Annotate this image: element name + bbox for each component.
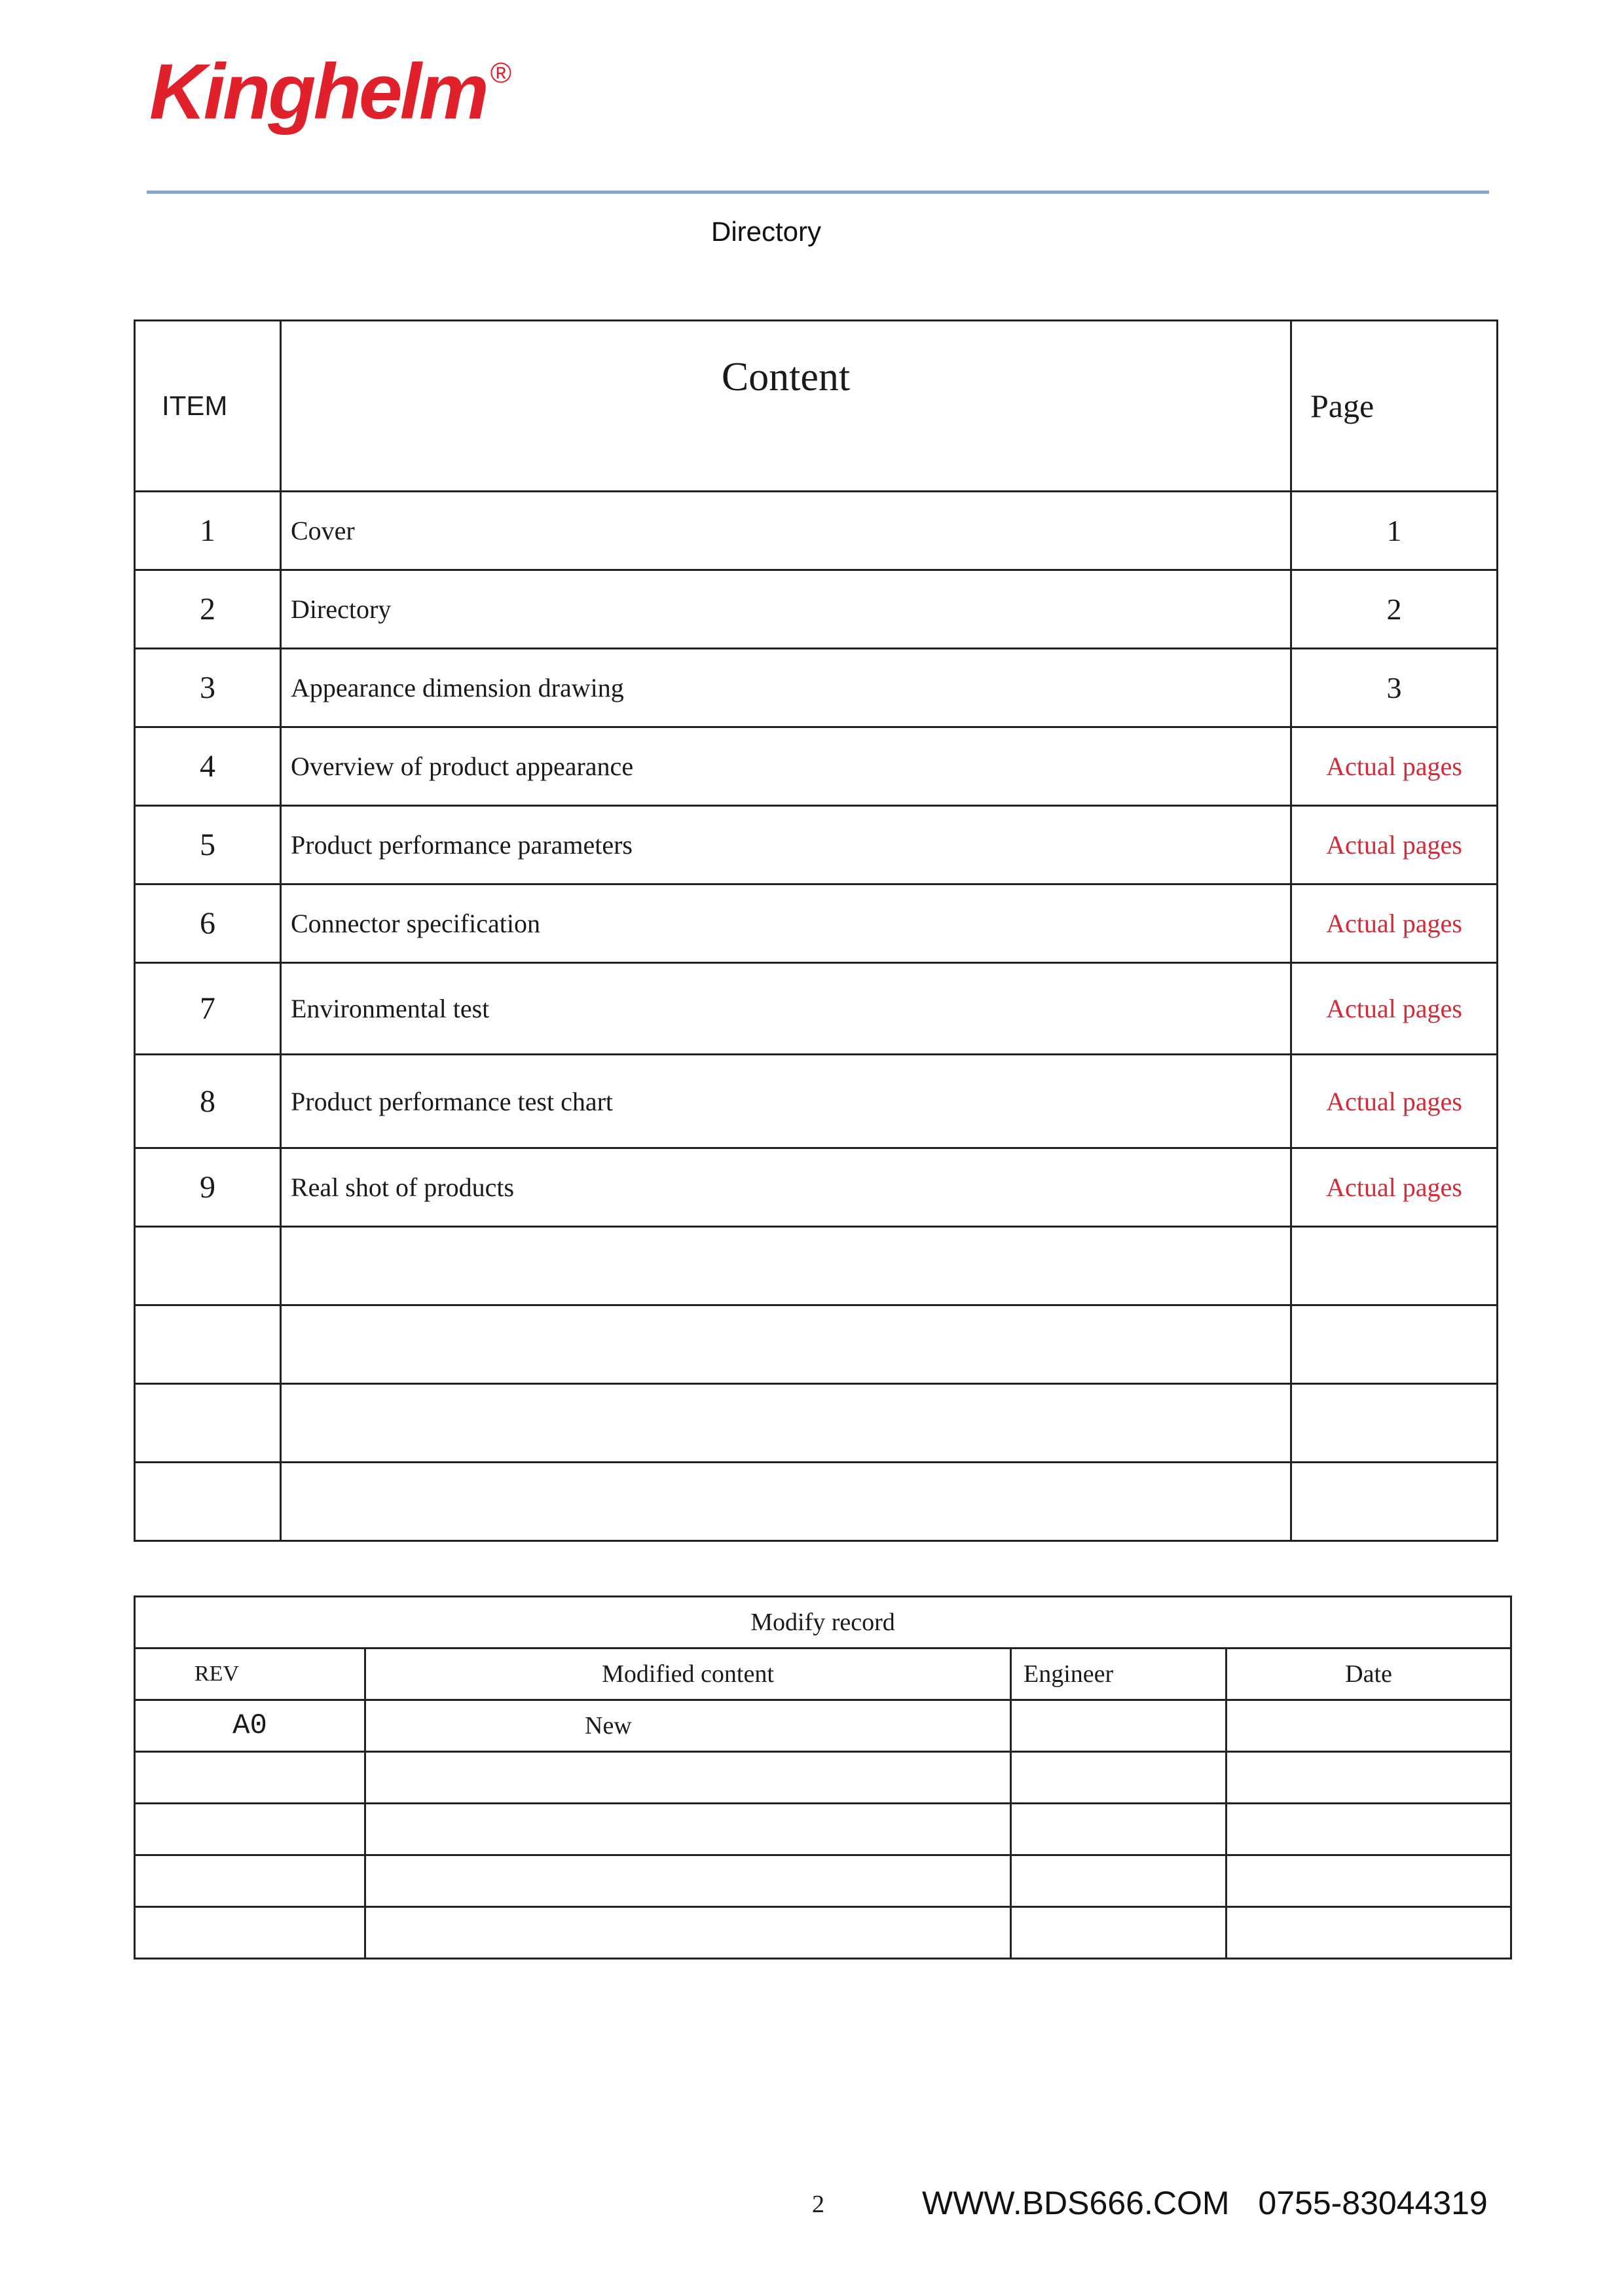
table-row bbox=[135, 649, 1498, 727]
empty-cell bbox=[135, 1804, 365, 1855]
item-number: 8 bbox=[135, 1055, 281, 1148]
directory-table bbox=[134, 319, 1498, 1542]
page-cell: Actual pages bbox=[1291, 884, 1498, 963]
page-cell: Actual pages bbox=[1291, 806, 1498, 884]
engineer-header: Engineer bbox=[1011, 1649, 1227, 1700]
modify-record-title: Modify record bbox=[135, 1597, 1511, 1649]
empty-cell bbox=[135, 1305, 281, 1384]
empty-cell bbox=[281, 1384, 1291, 1463]
empty-cell bbox=[365, 1752, 1011, 1804]
empty-cell bbox=[1291, 1463, 1498, 1541]
empty-cell bbox=[135, 1463, 281, 1541]
page-cell: 2 bbox=[1291, 570, 1498, 649]
empty-cell bbox=[365, 1855, 1011, 1907]
kinghelm-logo: Kinghelm ® bbox=[149, 48, 509, 136]
empty-cell bbox=[365, 1804, 1011, 1855]
table-row bbox=[135, 1055, 1498, 1148]
empty-cell bbox=[365, 1907, 1011, 1959]
empty-row bbox=[135, 1384, 1498, 1463]
item-number: 5 bbox=[135, 806, 281, 884]
page-cell: Actual pages bbox=[1291, 727, 1498, 806]
empty-cell bbox=[281, 1227, 1291, 1305]
table-row bbox=[135, 1148, 1498, 1227]
empty-cell bbox=[135, 1855, 365, 1907]
empty-cell bbox=[1227, 1907, 1511, 1959]
empty-cell bbox=[135, 1384, 281, 1463]
item-header: ITEM bbox=[135, 321, 281, 492]
empty-cell bbox=[281, 1305, 1291, 1384]
modify-record-header-row bbox=[135, 1649, 1511, 1700]
empty-cell bbox=[135, 1227, 281, 1305]
phone-number: 0755-83044319 bbox=[1258, 2185, 1488, 2221]
empty-row bbox=[135, 1305, 1498, 1384]
empty-row bbox=[135, 1463, 1498, 1541]
table-row bbox=[135, 492, 1498, 570]
empty-cell bbox=[1291, 1305, 1498, 1384]
item-number: 3 bbox=[135, 649, 281, 727]
empty-cell bbox=[1291, 1384, 1498, 1463]
item-number: 2 bbox=[135, 570, 281, 649]
page-cell: 3 bbox=[1291, 649, 1498, 727]
engineer-cell bbox=[1011, 1700, 1227, 1752]
empty-cell bbox=[1227, 1855, 1511, 1907]
rev-header: REV bbox=[135, 1649, 365, 1700]
content-cell: Cover bbox=[281, 492, 1291, 570]
empty-cell bbox=[1227, 1752, 1511, 1804]
empty-cell bbox=[1227, 1804, 1511, 1855]
empty-cell bbox=[1291, 1227, 1498, 1305]
content-cell: Environmental test bbox=[281, 963, 1291, 1055]
table-row bbox=[135, 1700, 1511, 1752]
table-row bbox=[135, 963, 1498, 1055]
date-cell bbox=[1227, 1700, 1511, 1752]
content-cell: Directory bbox=[281, 570, 1291, 649]
content-header: Content bbox=[281, 321, 1291, 492]
content-cell: Product performance test chart bbox=[281, 1055, 1291, 1148]
page-title: Directory bbox=[710, 216, 822, 247]
empty-cell bbox=[1011, 1907, 1227, 1959]
rev-cell: A0 bbox=[135, 1700, 365, 1752]
empty-row bbox=[135, 1752, 1511, 1804]
empty-row bbox=[135, 1855, 1511, 1907]
content-cell: Overview of product appearance bbox=[281, 727, 1291, 806]
empty-cell bbox=[1011, 1855, 1227, 1907]
item-number: 1 bbox=[135, 492, 281, 570]
modify-record-table bbox=[134, 1595, 1512, 1959]
page-cell: Actual pages bbox=[1291, 1055, 1498, 1148]
content-cell: Real shot of products bbox=[281, 1148, 1291, 1227]
page-header: Page bbox=[1291, 321, 1498, 492]
item-number: 7 bbox=[135, 963, 281, 1055]
date-header: Date bbox=[1227, 1649, 1511, 1700]
page-cell: 1 bbox=[1291, 492, 1498, 570]
item-number: 6 bbox=[135, 884, 281, 963]
registered-mark: ® bbox=[490, 57, 509, 89]
page-cell: Actual pages bbox=[1291, 963, 1498, 1055]
table-row bbox=[135, 727, 1498, 806]
footer-contact bbox=[922, 2184, 1488, 2222]
item-number: 4 bbox=[135, 727, 281, 806]
empty-cell bbox=[281, 1463, 1291, 1541]
modify-record-title-row bbox=[135, 1597, 1511, 1649]
empty-cell bbox=[135, 1907, 365, 1959]
empty-cell bbox=[1011, 1752, 1227, 1804]
item-number: 9 bbox=[135, 1148, 281, 1227]
empty-cell bbox=[1011, 1804, 1227, 1855]
directory-header-row bbox=[135, 321, 1498, 492]
website-link[interactable]: WWW.BDS666.COM bbox=[922, 2185, 1230, 2221]
content-cell: Appearance dimension drawing bbox=[281, 649, 1291, 727]
modified-content-cell: New bbox=[365, 1700, 1011, 1752]
content-cell: Product performance parameters bbox=[281, 806, 1291, 884]
page-cell: Actual pages bbox=[1291, 1148, 1498, 1227]
empty-row bbox=[135, 1227, 1498, 1305]
empty-row bbox=[135, 1907, 1511, 1959]
content-cell: Connector specification bbox=[281, 884, 1291, 963]
page-number: 2 bbox=[812, 2191, 824, 2218]
header-rule bbox=[147, 191, 1489, 194]
table-row bbox=[135, 884, 1498, 963]
table-row bbox=[135, 570, 1498, 649]
table-row bbox=[135, 806, 1498, 884]
modified-content-header: Modified content bbox=[365, 1649, 1011, 1700]
empty-row bbox=[135, 1804, 1511, 1855]
empty-cell bbox=[135, 1752, 365, 1804]
